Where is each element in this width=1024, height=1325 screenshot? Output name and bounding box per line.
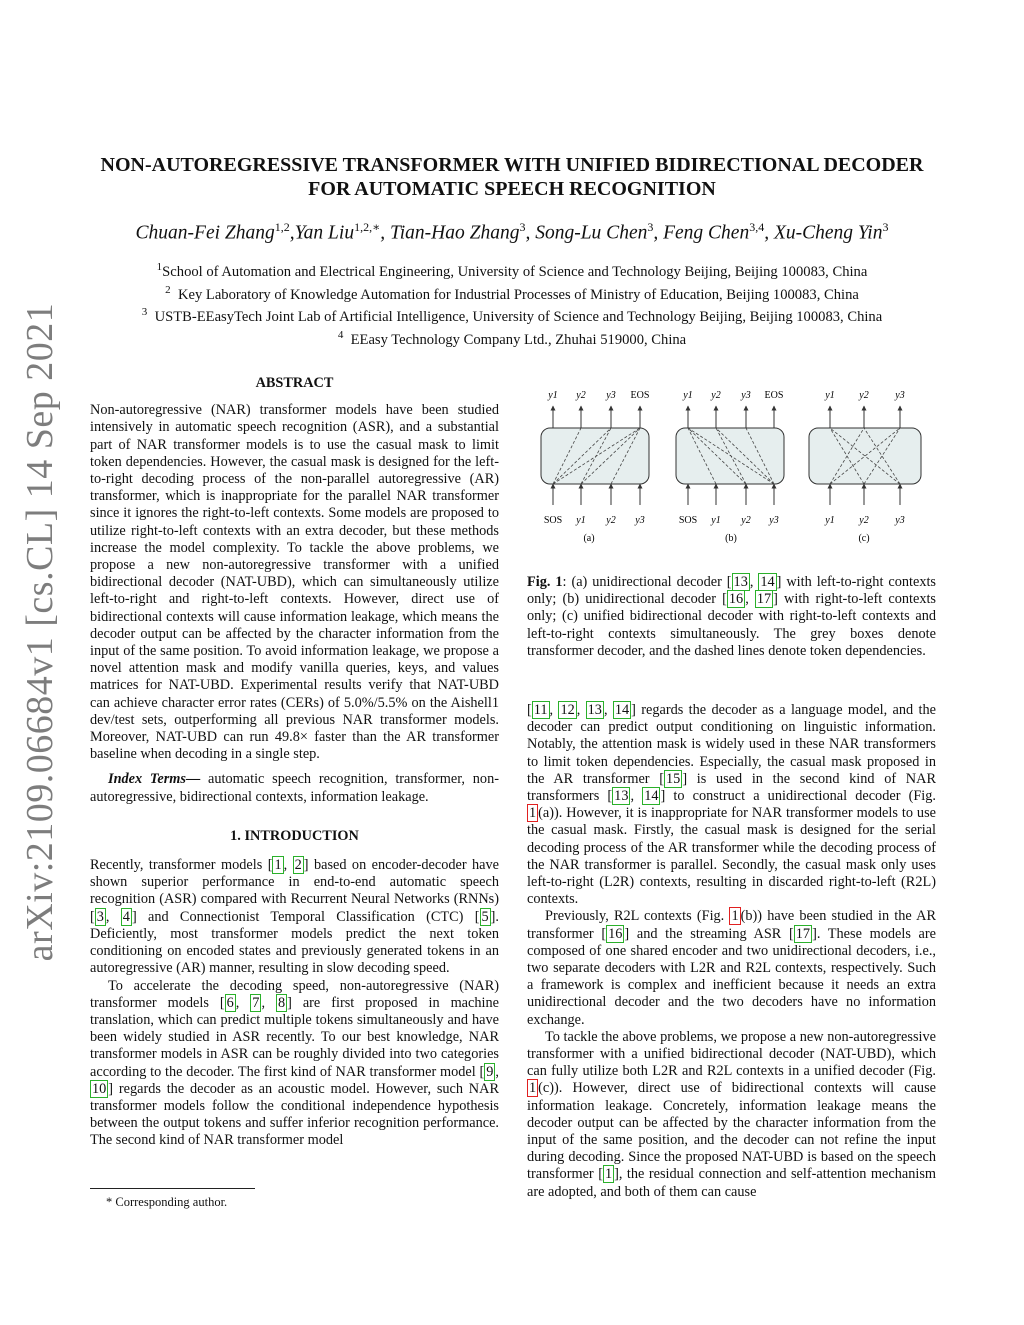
input-label: y1 (576, 515, 586, 526)
citation-link[interactable]: 13 (587, 702, 602, 718)
citation-link[interactable]: 14 (614, 702, 630, 718)
output-label: y3 (606, 390, 616, 401)
panel-c (809, 390, 921, 544)
author-sup: 1,2,∗ (354, 220, 381, 234)
text-run: To accelerate the decoding speed, non-autoregressive (NAR) transformer models (90, 977, 499, 1011)
affiliation-text: EEasy Technology Company Ltd., Zhuhai 519000, China (350, 331, 687, 348)
output-label: y2 (576, 390, 586, 401)
output-label: y3 (895, 390, 905, 401)
citation-link[interactable]: 4 (122, 908, 130, 925)
citation-link[interactable]: 1 (604, 1166, 613, 1183)
affiliation-2 (80, 284, 944, 304)
paper-title (80, 153, 944, 201)
index-terms-text: automatic speech recognition, transformer, non-autoregressive, bidirectional contexts, information leakage. (90, 771, 499, 805)
text-run: with left-to-right contexts only; (b) unidirectional decoder (527, 574, 937, 608)
citation-link[interactable]: 1 (274, 857, 282, 874)
arxiv-stamp: arXiv:2109.06684v1 [cs.CL] 14 Sep 2021 (19, 302, 61, 962)
caption-label: Fig. 1 (527, 574, 563, 590)
input-label: y2 (859, 515, 869, 526)
text-run: : (a) unidirectional decoder (562, 574, 727, 590)
author-sup: 1,2 (274, 220, 290, 234)
text-run: (a)). However, it is inappropriate for NAR transformer models to use the casual mask. Firstly, the casual mask is designed for the serial decoding process of the AR transformer while the decoding process of the NAR transformer is parallel. Secondly, the casual mask only uses left-to-right (L2R) contexts, resulting in discarded right-to-left (R2L) contexts. (527, 805, 936, 908)
output-label: EOS (764, 390, 784, 401)
title-line-2: FOR AUTOMATIC SPEECH RECOGNITION (308, 178, 716, 200)
left-column (90, 375, 499, 1150)
index-terms (90, 771, 499, 805)
author-sep: , (764, 222, 774, 244)
affiliation-3 (80, 306, 944, 326)
text-run: . Deficiently, most transformer models predict the next token conditioning on encoded states and previously generated tokens in an autoregressive (AR) manner, resulting in slow decoding speed. (90, 908, 499, 977)
affiliation-1 (80, 261, 944, 281)
figure-link[interactable]: 1 (529, 805, 537, 822)
input-label: SOS (678, 515, 698, 526)
figure-link[interactable]: 1 (731, 908, 739, 925)
abstract-text: Non-autoregressive (NAR) transformer models have been studied intensively in automatic speech recognition (ASR), and a substantial part of NAR transformer models is to use the casual mask to limit token dependencies. However, the casual mask is designed for the left-to-right decoding process of the non-parallel autoregressive (AR) transformer, which is inappropriate for the parallel NAR transformer since it ignores the right-to-left contexts. Some models are proposed to utilize right-to-left contexts with an extra decoder, but these methods increase the model complexity. To tackle the above problems, we propose a new non-autoregressive transformer with a unified bidirectional decoder (NAT-UBD), which can simultaneously utilize left-to-right and right-to-left contexts. However, direct use of bidirectional contexts will cause information leakage, which means the decoder output can be affected by the character information from the input of the same position. To avoid information leakage, we propose a novel attention mask and modify vanilla queries, keys, and values matrices for NAT-UBD. Experimental results verify that NAT-UBD can achieve character error rates (CERs) of 5.0%/5.5% on the Aishell1 dev/test sets, outperforming all previous NAR transformer models. Moreover, NAT-UBD can run 49.8× faster than the AR transformer baseline when decoding in a single step. (90, 402, 499, 763)
affiliation-text: Key Laboratory of Knowledge Automation for Industrial Processes of Ministry of Education, Beijing 100083, China (177, 286, 859, 303)
input-label: SOS (543, 515, 563, 526)
input-label: y1 (825, 515, 835, 526)
citation-link[interactable]: 14 (644, 788, 659, 805)
citation-link[interactable]: 15 (666, 770, 681, 787)
footnote: * Corresponding author. (106, 1195, 228, 1209)
title-line-1: NON-AUTOREGRESSIVE TRANSFORMER WITH UNIFIED BIDIRECTIONAL DECODER (100, 154, 924, 176)
figure-link[interactable]: 1 (529, 1080, 537, 1097)
citation-link[interactable]: 2 (294, 857, 302, 874)
author-sep: , (289, 222, 295, 244)
citation-link[interactable]: 6 (226, 994, 234, 1011)
author-sep: , (380, 222, 390, 244)
input-label: y2 (606, 515, 616, 526)
author-sep: , (525, 222, 536, 244)
citation-link[interactable]: 5 (481, 908, 489, 925)
text-run: to construct a unidirectional decoder (Fig. (665, 788, 937, 805)
author: Yan Liu (294, 222, 355, 244)
author-sup: 3 (519, 220, 526, 234)
author: Song-Lu Chen (535, 222, 648, 244)
figure-1 (527, 382, 936, 552)
intro-paragraph-2: To accelerate the decoding speed, non-autoregressive (NAR) transformer models [ 6 , 7 , 8 ] are first proposed in machine translation, which can predict multiple tokens simultaneously and have been widely studied in ASR recently. To our best knowledge, NAR transformer models in ASR can be roughly divided into two categories according to the decoder. The first kind of NAR transformer model [ 9 , 10 ] regards the decoder as an acoustic model. However, such NAR transformer models follow the conditional independence hypothesis between the output tokens and suffer inferior recognition performance. The second kind of NAR transformer model (90, 977, 499, 1149)
text-run: with right-to-left contexts only; (c) unified bidirectional decoder with right-to-left contexts and left-to-right contexts simultaneously. The grey boxes denote transformer decoder, and the dashed lines denote token dependencies. (527, 591, 936, 659)
author: Tian-Hao Zhang (389, 222, 520, 244)
footnote-rule (90, 1188, 255, 1189)
affiliation-number: 4 (337, 329, 344, 341)
intro-heading: 1. INTRODUCTION (230, 827, 359, 844)
citation-link[interactable]: 10 (92, 1080, 107, 1097)
output-label: EOS (630, 390, 650, 401)
author-sup: 3 (882, 220, 889, 234)
author-sup: 3,4 (749, 220, 765, 234)
panel-label: (b) (725, 533, 737, 544)
input-label: y1 (711, 515, 721, 526)
input-label: y2 (741, 515, 751, 526)
affiliation-number: 2 (165, 284, 171, 296)
panel-label: (c) (858, 533, 870, 544)
citation-link[interactable]: 17 (795, 925, 811, 942)
citation-link[interactable]: 14 (760, 574, 775, 590)
text-run: is used in the second kind of NAR transformers (527, 770, 936, 805)
author-list (80, 220, 944, 245)
text-run: regards the decoder as an acoustic model. However, such NAR transformer models follow the conditional independence hypothesis between the output tokens and suffer inferior recognition performance. The second kind of NAR transformer model (90, 1080, 499, 1149)
text-run: Previously, R2L contexts (Fig. (545, 908, 730, 925)
author: Xu-Cheng Yin (773, 222, 883, 244)
citation-link[interactable]: 13 (733, 574, 748, 590)
text-run: and the streaming ASR (629, 925, 789, 942)
citation-link[interactable]: 11 (533, 702, 548, 718)
input-label: y3 (895, 515, 905, 526)
panel-a (541, 390, 649, 544)
figure-caption: Fig. 1: (a) unidirectional decoder [ 13 , 14 ] with left-to-right contexts only; (b) unidirectional decoder [ 16 , 17 ] with right-to-left contexts only; (c) unified bidirectional decoder with right-to-left contexts and left-to-right contexts simultaneously. The grey boxes denote transformer decoder, and the dashed lines denote token dependencies. (527, 574, 937, 659)
affiliation-text: School of Automation and Electrical Engineering, University of Science and Technology Beijing, Beijing 100083, China (162, 263, 868, 280)
text-run: , the residual connection and self-attention mechanism are adopted, and both of them can cause (527, 1166, 937, 1200)
affiliation-number: 1 (156, 261, 163, 273)
author: Feng Chen (663, 222, 750, 244)
output-label: y1 (825, 390, 835, 401)
text-run: (c)). However, direct use of bidirectional contexts will cause information leakage. Concretely, information leakage means the decoder output can be affected by the character information from the input of the same position, and the decoder can not refine the input during decoding. Since the proposed NAT-UBD is based on the speech transformer (527, 1080, 936, 1183)
affiliation-number: 3 (141, 306, 148, 318)
right-column (527, 702, 936, 1201)
citation-link[interactable]: 8 (277, 994, 286, 1011)
output-label: y2 (859, 390, 869, 401)
input-label: y3 (635, 515, 645, 526)
citation-link[interactable]: 3 (96, 908, 104, 925)
text-run: based on encoder-decoder have shown superior performance in end-to-end automatic speech recognition (ASR) compared with Recurrent Neural Networks (RNNs) (90, 857, 500, 908)
panel-b (676, 390, 784, 544)
citation-link[interactable]: 12 (560, 702, 575, 718)
text-run: (b)) have been studied in the AR transformer (527, 908, 936, 942)
right-paragraph-3: To tackle the above problems, we propose a new non-autoregressive transformer with a unified bidirectional decoder (NAT-UBD), which can fully utilize both L2R and R2L contexts in a unified decoder (Fig. 1 (c)). However, direct use of bidirectional contexts will cause information leakage. Concretely, information leakage means the decoder output can be affected by the character information from the input of the same position, and the decoder can not refine the input during decoding. Since the proposed NAT-UBD is based on the speech transformer [ 1 ], the residual connection and self-attention mechanism are adopted, and both of them can cause (527, 1028, 937, 1200)
citation-link[interactable]: 7 (252, 994, 260, 1011)
text-run: Recently, transformer models (90, 857, 268, 874)
output-label: y1 (548, 390, 558, 401)
affiliation-text: USTB-EEasyTech Joint Lab of Artificial Intelligence, University of Science and Technology Beijing, Beijing 100083, China (154, 308, 883, 325)
abstract-heading: ABSTRACT (255, 375, 334, 391)
author-sep: , (653, 222, 664, 244)
decoder-box (541, 428, 649, 484)
decoder-box (676, 428, 784, 484)
panel-label: (a) (583, 533, 595, 544)
text-run: are first proposed in machine translation, which can predict multiple tokens simultaneously and have been widely studied in ASR recently. To our best knowledge, NAR transformer models in ASR can be roughly divided into two categories according to the decoder. The first kind of NAR transformer model (90, 994, 499, 1080)
decoder-box (809, 428, 921, 484)
text-run: regards the decoder as a language model, and the decoder can predict output conditioning on linguistic information. Notably, the attention mask is widely used in these NAR transformers to limit token dependencies. Especially, the casual mask proposed in the AR transformer (527, 702, 936, 787)
author-sup: 3 (647, 220, 654, 234)
output-label: y1 (683, 390, 693, 401)
index-terms-label: Index Terms— (108, 771, 201, 788)
citation-link[interactable]: 13 (614, 788, 629, 805)
citation-link[interactable]: 17 (756, 591, 772, 608)
citation-link[interactable]: 16 (608, 925, 623, 942)
citation-link[interactable]: 9 (486, 1063, 494, 1080)
text-run: To tackle the above problems, we propose a new non-autoregressive transformer with a unified bidirectional decoder (NAT-UBD), which can fully utilize both L2R and R2L contexts in a unified decoder (Fig. (527, 1028, 936, 1080)
intro-paragraph-1: Recently, transformer models [ 1 , 2 ] based on encoder-decoder have shown superior performance in end-to-end automatic speech recognition (ASR) compared with Recurrent Neural Networks (RNNs) [ 3 , 4 ] and Connectionist Temporal Classification (CTC) [ 5 ]. Deficiently, most transformer models predict the next token conditioning on encoded states and previously generated tokens in an autoregressive (AR) manner, resulting in slow decoding speed. (90, 857, 500, 977)
text-run: . These models are composed of one shared encoder and two unidirectional decoders, i.e., two separate decoders with L2R and R2L contexts, respectively. Such a framework is complex and inefficient because it needs an extra unidirectional decoder and the two decoders have no information exchange. (527, 925, 937, 1028)
citation-link[interactable]: 16 (728, 591, 744, 608)
right-paragraph-1: [ 11 , 12 , 13 , 14 ] regards the decoder as a language model, and the decoder can predict output conditioning on linguistic information. Notably, the attention mask is widely used in these NAR transformers to limit token dependencies. Especially, the casual mask proposed in the AR transformer [ 15 ] is used in the second kind of NAR transformers [ 13 , 14 ] to construct a unidirectional decoder (Fig. 1 (a)). However, it is inappropriate for NAR transformer models to use the casual mask. Firstly, the casual mask is designed for the serial decoding process of the AR transformer while the decoding process of the NAR transformer is parallel. Secondly, the casual mask only uses left-to-right (L2R) contexts, resulting in discarded right-to-left (R2L) contexts. (527, 702, 937, 908)
author: Chuan-Fei Zhang (135, 222, 275, 244)
output-label: y3 (741, 390, 751, 401)
text-run: and Connectionist Temporal Classification (CTC) (136, 908, 475, 925)
output-label: y2 (711, 390, 721, 401)
right-paragraph-2: Previously, R2L contexts (Fig. 1 (b)) have been studied in the AR transformer [ 16 ] and the streaming ASR [ 17 ]. These models are composed of one shared encoder and two unidirectional decoders, i.e., two separate decoders with L2R and R2L contexts, respectively. Such a framework is complex and inefficient because it needs an extra unidirectional decoder and the two decoders have no information exchange. (527, 908, 937, 1028)
input-label: y3 (769, 515, 779, 526)
affiliation-4 (80, 329, 944, 349)
